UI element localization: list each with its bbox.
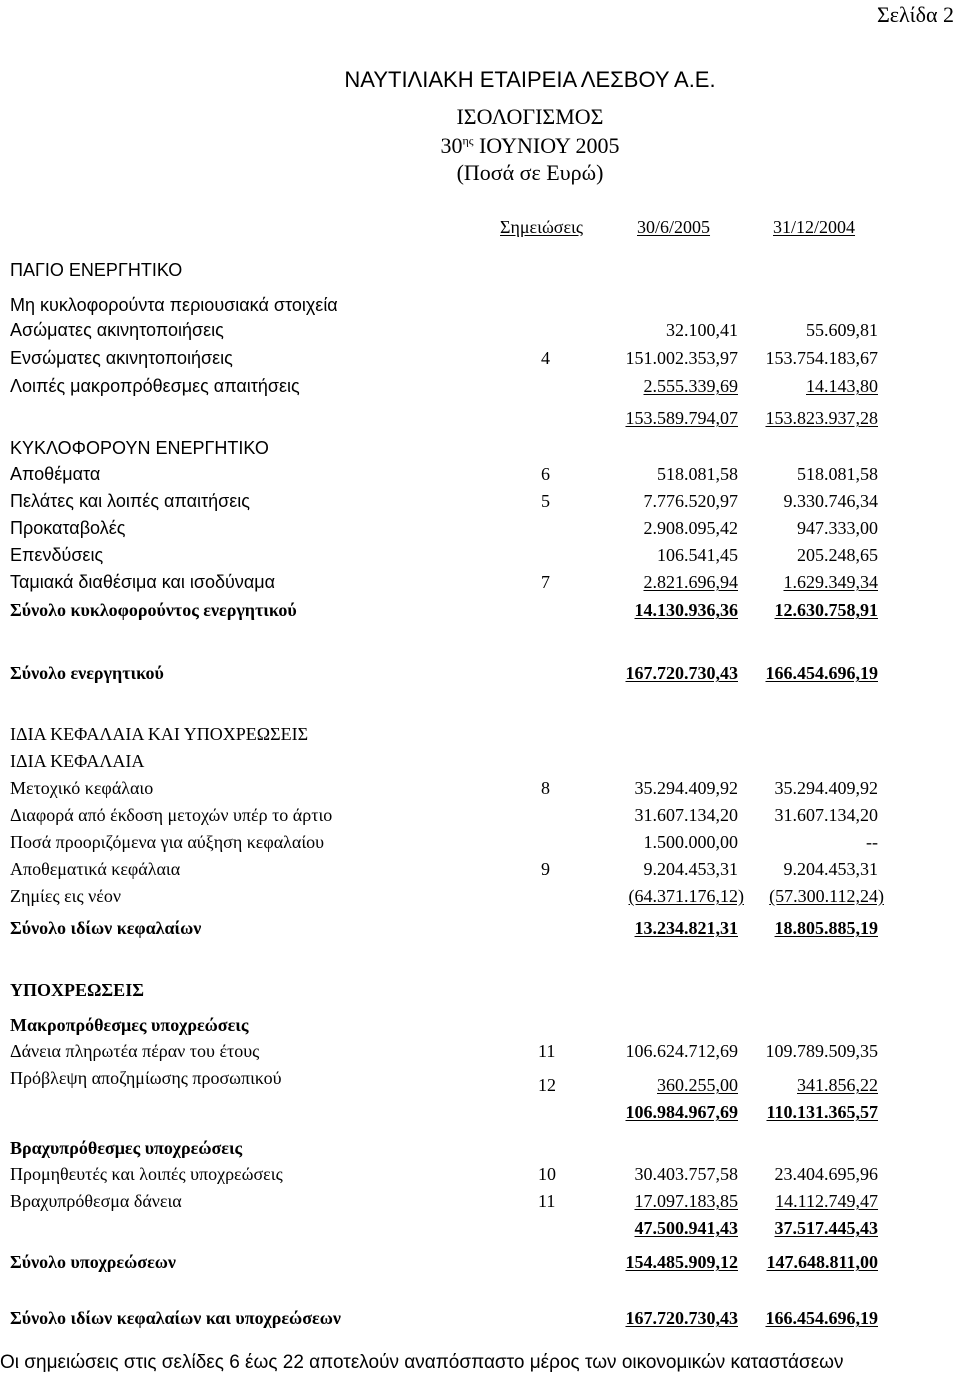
note-ref: 7 [541, 572, 550, 592]
subtotal-previous: 153.823.937,28 [765, 408, 878, 428]
total-current: 167.720.730,43 [625, 663, 738, 683]
date-month-year: ΙΟΥΝΙΟΥ 2005 [478, 133, 620, 158]
value-previous: 205.248,65 [797, 545, 878, 565]
row-label: Πελάτες και λοιπές απαιτήσεις [10, 491, 250, 511]
value-current: 151.002.353,97 [625, 348, 738, 368]
value-current: 2.908.095,42 [643, 518, 738, 538]
row-label: Δάνεια πληρωτέα πέραν του έτους [10, 1041, 260, 1061]
row-label: Ασώματες ακινητοποιήσεις [10, 320, 224, 340]
subtotal-current: 106.984.967,69 [625, 1102, 738, 1122]
subtotal-previous: 110.131.365,57 [766, 1102, 878, 1122]
value-previous: 31.607.134,20 [774, 805, 878, 825]
row-label: Ταμιακά διαθέσιμα και ισοδύναμα [10, 572, 276, 592]
section-current-assets: ΚΥΚΛΟΦΟΡΟΥΝ ΕΝΕΡΓΗΤΙΚΟ [10, 438, 269, 458]
row-label: Ενσώματες ακινητοποιήσεις [10, 348, 233, 368]
total-current: 154.485.909,12 [625, 1252, 738, 1272]
row-label: Βραχυπρόθεσμα δάνεια [10, 1191, 182, 1211]
document-title: ΙΣΟΛΟΓΙΣΜΟΣ [456, 104, 604, 129]
total-label: Σύνολο ιδίων κεφαλαίων [10, 918, 202, 938]
value-current: 106.541,45 [657, 545, 738, 565]
row-label: Αποθέματα [10, 464, 101, 484]
value-current: 9.204.453,31 [643, 859, 738, 879]
section-short-term: Βραχυπρόθεσμες υποχρεώσεις [10, 1138, 243, 1158]
total-label: Σύνολο ιδίων κεφαλαίων και υποχρεώσεων [10, 1308, 341, 1328]
row-label: Ποσά προοριζόμενα για αύξηση κεφαλαίου [10, 832, 325, 852]
subtotal-previous: 37.517.445,43 [774, 1218, 878, 1238]
note-ref: 11 [538, 1191, 556, 1211]
value-previous: 9.330.746,34 [783, 491, 878, 511]
value-current: (64.371.176,12) [628, 886, 744, 906]
footer-note: Οι σημειώσεις στις σελίδες 6 έως 22 αποτελούν αναπόσπαστο μέρος των οικονομικών καταστάσεων [0, 1352, 844, 1373]
row-label: Προκαταβολές [10, 518, 126, 538]
value-current: 360.255,00 [657, 1075, 738, 1095]
row-label: Πρόβλεψη αποζημίωσης προσωπικού [10, 1068, 282, 1088]
value-previous: 14.143,80 [806, 376, 878, 396]
value-previous: 153.754.183,67 [765, 348, 878, 368]
value-previous: 341.856,22 [797, 1075, 878, 1095]
page-number: Σελίδα 2 [876, 2, 954, 27]
value-current: 30.403.757,58 [634, 1164, 738, 1184]
company-name: ΝΑΥΤΙΛΙΑΚΗ ΕΤΑΙΡΕΙΑ ΛΕΣΒΟΥ Α.Ε. [344, 67, 716, 92]
subtotal-current: 153.589.794,07 [625, 408, 738, 428]
value-previous: 109.789.509,35 [765, 1041, 878, 1061]
row-label: Μετοχικό κεφάλαιο [10, 778, 154, 798]
total-current: 14.130.936,36 [634, 600, 738, 620]
column-header-current: 30/6/2005 [637, 217, 711, 237]
value-previous: 23.404.695,96 [774, 1164, 878, 1184]
column-header-notes: Σημειώσεις [500, 217, 584, 237]
note-ref: 10 [538, 1164, 556, 1184]
date-suffix: ης [462, 133, 474, 148]
note-ref: 5 [541, 491, 550, 511]
value-previous: 518.081,58 [797, 464, 878, 484]
value-current: 35.294.409,92 [634, 778, 738, 798]
note-ref: 9 [541, 859, 550, 879]
value-previous: -- [866, 832, 878, 852]
value-current: 7.776.520,97 [643, 491, 738, 511]
balance-date [0, 133, 960, 159]
currency-note: (Ποσά σε Ευρώ) [456, 160, 604, 185]
value-previous: (57.300.112,24) [769, 886, 884, 906]
note-ref: 12 [538, 1075, 556, 1095]
row-label: Αποθεματικά κεφάλαια [10, 859, 181, 879]
value-current: 17.097.183,85 [634, 1191, 738, 1211]
row-label: Λοιπές μακροπρόθεσμες απαιτήσεις [10, 376, 300, 396]
subtotal-current: 47.500.941,43 [634, 1218, 738, 1238]
section-liabilities: ΥΠΟΧΡΕΩΣΕΙΣ [10, 980, 144, 1000]
section-equity: ΙΔΙΑ ΚΕΦΑΛΑΙΑ [10, 751, 145, 771]
total-previous: 18.805.885,19 [774, 918, 878, 938]
note-ref: 6 [541, 464, 550, 484]
row-label: Επενδύσεις [10, 545, 104, 565]
value-previous: 14.112.749,47 [775, 1191, 878, 1211]
total-label: Σύνολο κυκλοφορούντος ενεργητικού [10, 600, 297, 620]
total-current: 13.234.821,31 [634, 918, 738, 938]
note-ref: 4 [541, 348, 550, 368]
section-non-current: Μη κυκλοφορούντα περιουσιακά στοιχεία [10, 295, 338, 315]
value-previous: 9.204.453,31 [783, 859, 878, 879]
date-day: 30 [440, 133, 463, 158]
value-current: 2.555.339,69 [643, 376, 738, 396]
value-previous: 55.609,81 [806, 320, 878, 340]
section-long-term: Μακροπρόθεσμες υποχρεώσεις [10, 1015, 249, 1035]
note-ref: 8 [541, 778, 550, 798]
value-current: 31.607.134,20 [634, 805, 738, 825]
value-current: 106.624.712,69 [625, 1041, 738, 1061]
row-label: Ζημίες εις νέον [10, 886, 121, 906]
value-previous: 1.629.349,34 [783, 572, 878, 592]
value-current: 2.821.696,94 [643, 572, 738, 592]
row-label: Προμηθευτές και λοιπές υποχρεώσεις [10, 1164, 283, 1184]
total-current: 167.720.730,43 [625, 1308, 738, 1328]
total-previous: 12.630.758,91 [774, 600, 878, 620]
section-fixed-assets: ΠΑΓΙΟ ΕΝΕΡΓΗΤΙΚΟ [10, 260, 183, 280]
value-current: 1.500.000,00 [643, 832, 738, 852]
value-previous: 947.333,00 [797, 518, 878, 538]
total-label: Σύνολο υποχρεώσεων [10, 1252, 176, 1272]
value-current: 518.081,58 [657, 464, 738, 484]
total-previous: 166.454.696,19 [765, 663, 878, 683]
section-equity-liabilities: ΙΔΙΑ ΚΕΦΑΛΑΙΑ ΚΑΙ ΥΠΟΧΡΕΩΣΕΙΣ [10, 724, 309, 744]
value-current: 32.100,41 [666, 320, 738, 340]
column-header-previous: 31/12/2004 [773, 217, 856, 237]
total-previous: 166.454.696,19 [765, 1308, 878, 1328]
total-label: Σύνολο ενεργητικού [10, 663, 164, 683]
note-ref: 11 [538, 1041, 556, 1061]
row-label: Διαφορά από έκδοση μετοχών υπέρ το άρτιο [10, 805, 333, 825]
value-previous: 35.294.409,92 [774, 778, 878, 798]
total-previous: 147.648.811,00 [766, 1252, 878, 1272]
